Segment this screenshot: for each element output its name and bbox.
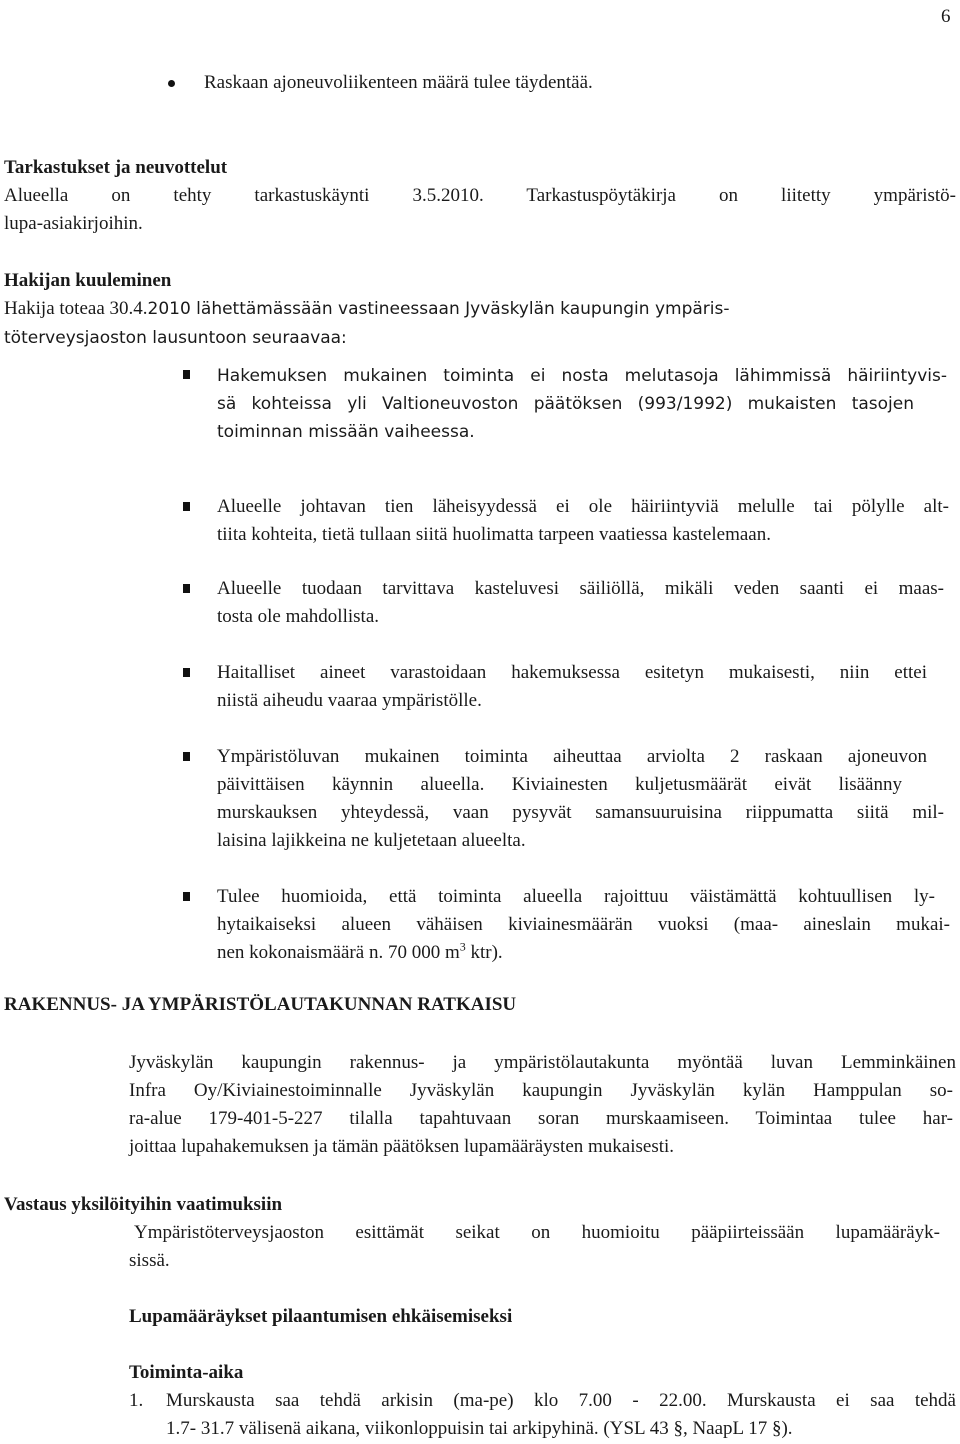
- hakija-line-part: 2010 lähettämässään vastineessaan Jyväskylän kaupungin ympäris-: [147, 299, 730, 319]
- superscript: 3: [459, 939, 466, 954]
- point-line: tosta ole mahdollista.: [217, 606, 380, 627]
- hakija-line: [4, 298, 956, 320]
- point-line: toiminnan missään vaiheessa.: [217, 422, 475, 442]
- bullet-dot-icon: [168, 80, 175, 87]
- list-number: 1.: [129, 1390, 144, 1411]
- square-bullet-icon: [183, 892, 190, 901]
- toiminta-aika-line: Murskausta saa tehdä arkisin (ma-pe) klo 7.00 - 22.00. Murskausta ei saa tehdä: [166, 1390, 956, 1411]
- tarkastukset-line: Alueella on tehty tarkastuskäynti 3.5.2010. Tarkastuspöytäkirja on liitetty ympäristö-: [4, 185, 956, 206]
- ratkaisu-line: Jyväskylän kaupungin rakennus- ja ympäristölautakunta myöntää luvan Lemminkäinen: [129, 1052, 956, 1073]
- vastaus-line: sissä.: [129, 1250, 170, 1271]
- square-bullet-icon: [183, 502, 190, 511]
- point-line: laisina lajikkeina ne kuljetetaan alueelta.: [217, 830, 526, 851]
- vastaus-line: Ympäristöterveysjaoston esittämät seikat on huomioitu pääpiirteissään lupamääräyk-: [134, 1222, 940, 1243]
- point-line: murskauksen yhteydessä, vaan pysyvät samansuuruisina riippumatta siitä mil-: [217, 802, 944, 823]
- ratkaisu-heading: RAKENNUS- JA YMPÄRISTÖLAUTAKUNNAN RATKAISU: [4, 994, 517, 1015]
- tarkastukset-line: lupa-asiakirjoihin.: [4, 213, 143, 234]
- point-line: [217, 939, 503, 964]
- point-line: niistä aiheudu vaaraa ympäristölle.: [217, 690, 482, 711]
- toiminta-aika-line: 1.7- 31.7 välisenä aikana, viikonloppuisin tai arkipyhinä. (YSL 43 §, NaapL 17 §).: [166, 1418, 793, 1439]
- point-line: Alueelle tuodaan tarvittava kasteluvesi säiliöllä, mikäli veden saanti ei maas-: [217, 578, 944, 599]
- point-line-part: nen kokonaismäärä n. 70 000 m: [217, 942, 460, 963]
- toiminta-aika-heading: Toiminta-aika: [129, 1362, 244, 1383]
- point-line: Hakemuksen mukainen toiminta ei nosta melutasoja lähimmissä häiriintyvis-: [217, 366, 947, 386]
- hakija-line: töterveysjaoston lausuntoon seuraavaa:: [4, 328, 347, 348]
- point-line: päivittäisen käynnin alueella. Kiviainesten kuljetusmäärät eivät lisäänny: [217, 774, 902, 795]
- point-line: Haitalliset aineet varastoidaan hakemuksessa esitetyn mukaisesti, niin ettei: [217, 662, 927, 683]
- page-number: 6: [941, 6, 951, 27]
- point-line: Ympäristöluvan mukainen toiminta aiheuttaa arviolta 2 raskaan ajoneuvon: [217, 746, 927, 767]
- point-line: hytaikaiseksi alueen vähäisen kiviainesmäärän vuoksi (maa- aineslain mukai-: [217, 914, 950, 935]
- point-line: Alueelle johtavan tien läheisyydessä ei ole häiriintyviä melulle tai pölylle alt-: [217, 496, 949, 517]
- point-line: tiita kohteita, tietä tullaan siitä huolimatta tarpeen vaatiessa kastelemaan.: [217, 524, 771, 545]
- hakija-heading: Hakijan kuuleminen: [4, 270, 172, 291]
- ratkaisu-line: joittaa lupahakemuksen ja tämän päätöksen lupamääräysten mukaisesti.: [129, 1136, 675, 1157]
- ratkaisu-line: ra-alue 179-401-5-227 tilalla tapahtuvaan soran murskaamiseen. Toimintaa tulee har-: [129, 1108, 953, 1129]
- square-bullet-icon: [183, 668, 190, 677]
- tarkastukset-heading: Tarkastukset ja neuvottelut: [4, 157, 228, 178]
- ratkaisu-line: Infra Oy/Kiviainestoiminnalle Jyväskylän kaupungin Jyväskylän kylän Hamppulan so-: [129, 1080, 953, 1101]
- point-line-part: ktr).: [465, 942, 503, 963]
- square-bullet-icon: [183, 370, 190, 379]
- point-line: sä kohteissa yli Valtioneuvoston päätöksen (993/1992) mukaisten tasojen: [217, 394, 914, 414]
- top-bullet-text: Raskaan ajoneuvoliikenteen määrä tulee täydentää.: [204, 72, 593, 93]
- vastaus-heading: Vastaus yksilöityihin vaatimuksiin: [4, 1194, 283, 1215]
- square-bullet-icon: [183, 584, 190, 593]
- point-line: Tulee huomioida, että toiminta alueella rajoittuu väistämättä kohtuullisen ly-: [217, 886, 935, 907]
- lupamaaraykset-heading: Lupamääräykset pilaantumisen ehkäisemiseksi: [129, 1306, 513, 1327]
- square-bullet-icon: [183, 752, 190, 761]
- hakija-line-part: Hakija toteaa 30.4.: [4, 298, 148, 319]
